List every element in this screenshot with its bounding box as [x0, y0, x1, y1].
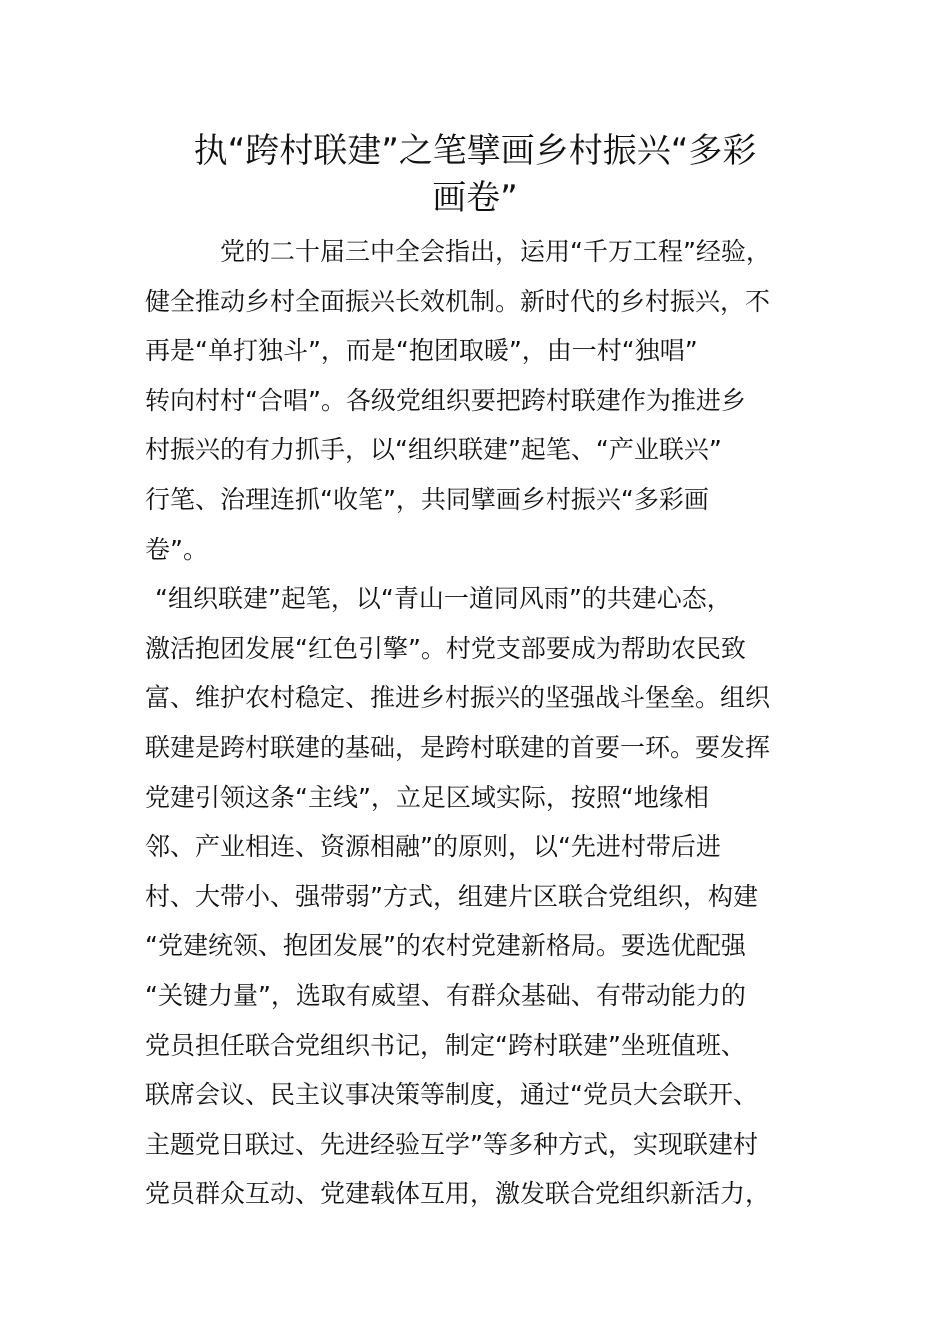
paragraph-line: 村振兴的有力抓手，以“组织联建”起笔、“产业联兴” [145, 435, 722, 465]
document-body [145, 227, 807, 1219]
paragraph-line: 村、大带小、强带弱”方式，组建片区联合党组织，构建 [145, 881, 758, 911]
document-title [150, 128, 800, 222]
paragraph-line: 卷”。 [145, 534, 208, 564]
title-line: 执“跨村联建”之笔擘画乡村振兴“多彩 [193, 131, 757, 171]
paragraph-line: 主题党日联过、先进经验互学”等多种方式，实现联建村 [145, 1129, 758, 1159]
paragraph-line: 再是“单打独斗”，而是“抱团取暖”，由一村“独唱” [145, 336, 698, 366]
paragraph-line: 党员群众互动、党建载体互用，激发联合党组织新活力， [145, 1179, 771, 1209]
paragraph-line: “关键力量”，选取有威望、有群众基础、有带动能力的 [145, 980, 746, 1010]
paragraph-line: 行笔、治理连抓“收笔”，共同擘画乡村振兴“多彩画 [145, 484, 709, 514]
paragraph-line: “党建统领、抱团发展”的农村党建新格局。要选优配强 [145, 931, 746, 961]
paragraph-line: 邻、产业相连、资源相融”的原则，以“先进村带后进 [145, 832, 721, 862]
paragraph-line: “组织联建”起笔，以“青山一道同风雨”的共建心态， [155, 584, 732, 614]
paragraph-line: 党员担任联合党组织书记，制定“跨村联建”坐班值班、 [145, 1030, 746, 1060]
paragraph-line: 健全推动乡村全面振兴长效机制。新时代的乡村振兴，不 [145, 286, 771, 316]
paragraph-line: 联建是跨村联建的基础，是跨村联建的首要一环。要发挥 [145, 732, 771, 762]
paragraph-line: 党的二十届三中全会指出，运用“千万工程”经验， [220, 237, 771, 266]
paragraph-1 [145, 227, 807, 574]
title-line: 画卷” [432, 178, 518, 218]
paragraph-line: 激活抱团发展“红色引擎”。村党支部要成为帮助农民致 [145, 633, 746, 663]
paragraph-line: 党建引领这条“主线”，立足区域实际，按照“地缘相 [145, 782, 709, 812]
paragraph-line: 联席会议、民主议事决策等制度，通过“党员大会联开、 [145, 1080, 758, 1110]
paragraph-2 [145, 574, 807, 1219]
paragraph-line: 转向村村“合唱”。各级党组织要把跨村联建作为推进乡 [145, 385, 746, 415]
paragraph-line: 富、维护农村稳定、推进乡村振兴的坚强战斗堡垒。组织 [145, 683, 771, 713]
